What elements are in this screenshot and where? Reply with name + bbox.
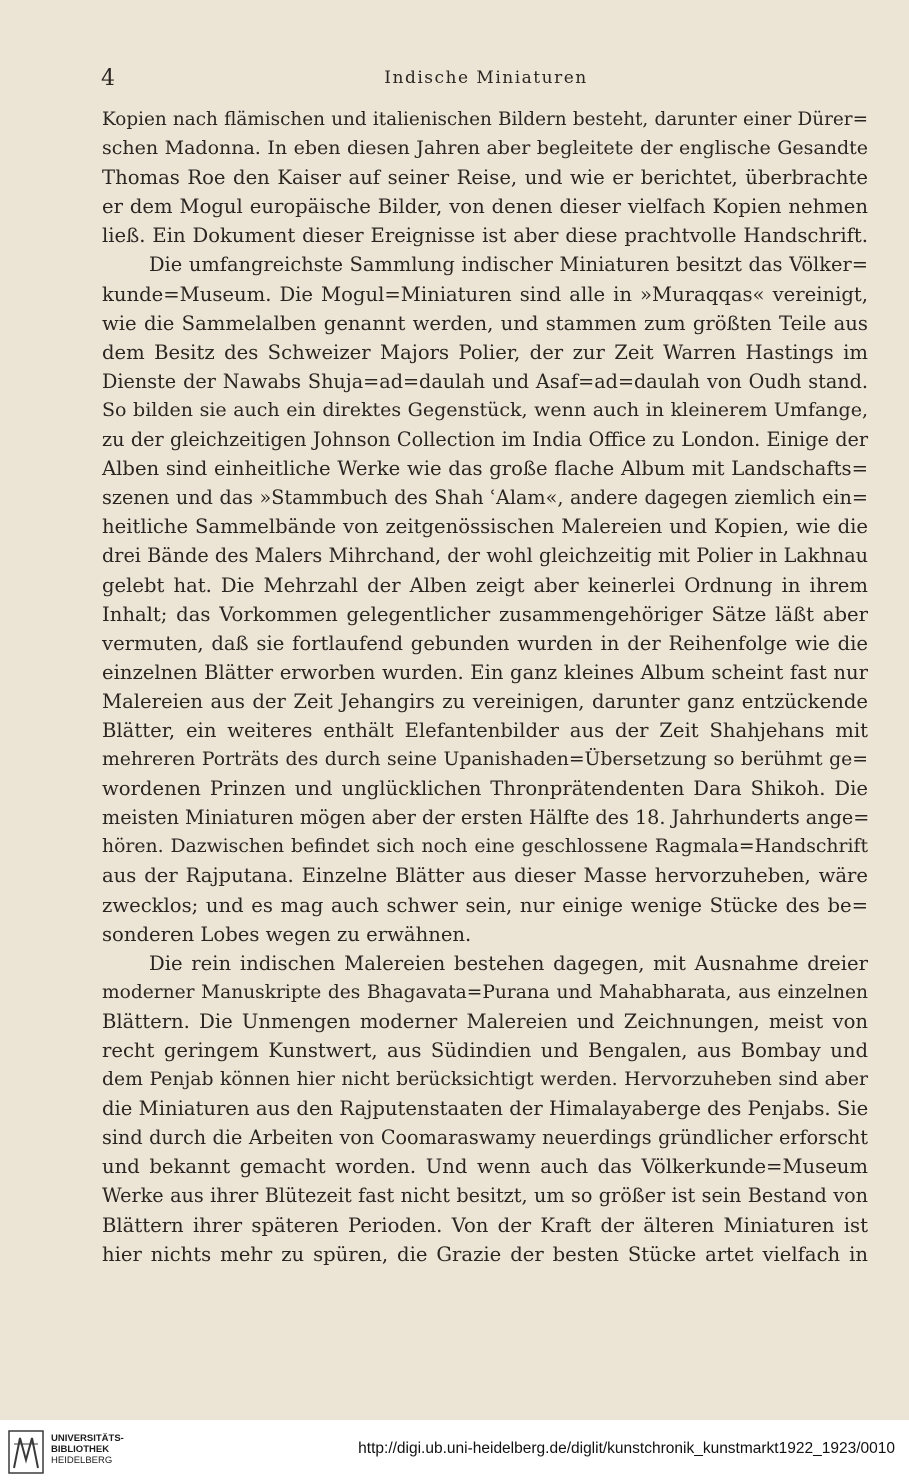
- text-line: Blätter, ein weiteres enthält Elefantenbilder aus der Zeit Shahjehans mit: [102, 718, 868, 742]
- text-line: die Miniaturen aus den Rajputenstaaten der Himalayaberge des Penjabs. Sie: [102, 1097, 869, 1121]
- source-url-link[interactable]: http://digi.ub.uni-heidelberg.de/diglit/kunstchronik_kunstmarkt1922_1923/0010: [358, 1440, 895, 1457]
- text-line: dem Penjab können hier nicht berücksichtigt werden. Hervorzuheben sind aber: [102, 1069, 868, 1091]
- text-line: einzelnen Blätter erworben wurden. Ein ganz kleines Album scheint fast nur: [102, 660, 868, 684]
- text-line: meisten Miniaturen mögen aber der ersten Hälfte des 18. Jahrhunderts ange=: [102, 806, 870, 830]
- text-line: zu der gleichzeitigen Johnson Collection im India Office zu London. Einige der: [102, 428, 868, 452]
- text-line: sind durch die Arbeiten von Coomaraswamy neuerdings gründlicher erforscht: [102, 1126, 868, 1150]
- page-number: 4: [101, 66, 116, 91]
- text-line: zwecklos; und es mag auch schwer sein, nur einige wenige Stücke des be=: [102, 893, 868, 917]
- library-name-line: UNIVERSITÄTS-: [51, 1433, 124, 1444]
- library-name: [51, 1433, 124, 1466]
- text-line: gelebt hat. Die Mehrzahl der Alben zeigt aber keinerlei Ordnung in ihrem: [102, 573, 868, 597]
- text-line: Blättern ihrer späteren Perioden. Von der Kraft der älteren Miniaturen ist: [102, 1213, 868, 1237]
- text-line: vermuten, daß sie fortlaufend gebunden wurden in der Reihenfolge wie die: [102, 631, 868, 655]
- library-seal-icon: [8, 1430, 44, 1474]
- text-line: Inhalt; das Vorkommen gelegentlicher zusammengehöriger Sätze läßt aber: [102, 602, 868, 626]
- text-line: schen Madonna. In eben diesen Jahren aber begleitete der englische Gesandte: [102, 137, 868, 160]
- page-header: [101, 66, 871, 96]
- library-name-line: HEIDELBERG: [51, 1455, 113, 1466]
- text-line: sonderen Lobes wegen zu erwähnen.: [102, 922, 472, 946]
- text-line: Die rein indischen Malereien bestehen dagegen, mit Ausnahme dreier: [149, 951, 868, 975]
- text-line: Malereien aus der Zeit Jehangirs zu vereinigen, darunter ganz entzückende: [102, 689, 868, 713]
- text-line: heitliche Sammelbände von zeitgenössischen Malereien und Kopien, wie die: [102, 515, 868, 539]
- library-logo: [8, 1428, 124, 1476]
- body-text: [102, 105, 868, 1269]
- text-line: Die umfangreichste Sammlung indischer Miniaturen besitzt das Völker=: [149, 253, 868, 277]
- running-title: Indische Miniaturen: [384, 68, 588, 88]
- text-line: kunde=Museum. Die Mogul=Miniaturen sind alle in »Muraqqas« vereinigt,: [102, 282, 868, 306]
- text-line: szenen und das »Stammbuch des Shah ʿAlam«, andere dagegen ziemlich ein=: [102, 486, 868, 510]
- text-line: ließ. Ein Dokument dieser Ereignisse ist aber diese prachtvolle Handschrift.: [102, 224, 868, 248]
- text-line: wie die Sammelalben genannt werden, und stammen zum größten Teile aus: [102, 311, 868, 335]
- text-line: hören. Dazwischen befindet sich noch eine geschlossene Ragmala=Handschrift: [102, 836, 868, 858]
- text-line: moderner Manuskripte des Bhagavata=Purana und Mahabharata, aus einzelnen: [102, 981, 868, 1003]
- text-line: Kopien nach flämischen und italienischen Bildern besteht, darunter einer Dürer=: [102, 109, 868, 130]
- text-line: wordenen Prinzen und unglücklichen Thronprätendenten Dara Shikoh. Die: [102, 777, 868, 801]
- text-line: Werke aus ihrer Blütezeit fast nicht besitzt, um so größer ist sein Bestand von: [102, 1184, 868, 1208]
- text-line: Blättern. Die Unmengen moderner Malereien und Zeichnungen, meist von: [102, 1009, 868, 1033]
- text-line: hier nichts mehr zu spüren, die Grazie der besten Stücke artet vielfach in: [102, 1242, 868, 1266]
- library-name-line: BIBLIOTHEK: [51, 1444, 110, 1455]
- footer-bar: [0, 1420, 909, 1483]
- text-line: dem Besitz des Schweizer Majors Polier, der zur Zeit Warren Hastings im: [102, 340, 868, 364]
- text-line: er dem Mogul europäische Bilder, von denen dieser vielfach Kopien nehmen: [102, 195, 868, 219]
- text-line: Alben sind einheitliche Werke wie das große flache Album mit Landschafts=: [102, 457, 868, 481]
- text-line: mehreren Porträts des durch seine Upanishaden=Übersetzung so berühmt ge=: [102, 749, 868, 771]
- text-line: und bekannt gemacht worden. Und wenn auch das Völkerkunde=Museum: [102, 1155, 868, 1179]
- text-line: So bilden sie auch ein direktes Gegenstück, wenn auch in kleinerem Umfange,: [102, 398, 868, 421]
- text-line: Thomas Roe den Kaiser auf seiner Reise, und wie er berichtet, überbrachte: [102, 166, 868, 190]
- text-line: recht geringem Kunstwert, aus Südindien und Bengalen, aus Bombay und: [102, 1039, 868, 1062]
- text-line: aus der Rajputana. Einzelne Blätter aus dieser Masse hervorzuheben, wäre: [102, 864, 868, 888]
- text-line: Dienste der Nawabs Shuja=ad=daulah und Asaf=ad=daulah von Oudh stand.: [102, 369, 868, 393]
- text-line: drei Bände des Malers Mihrchand, der wohl gleichzeitig mit Polier in Lakhnau: [102, 544, 868, 568]
